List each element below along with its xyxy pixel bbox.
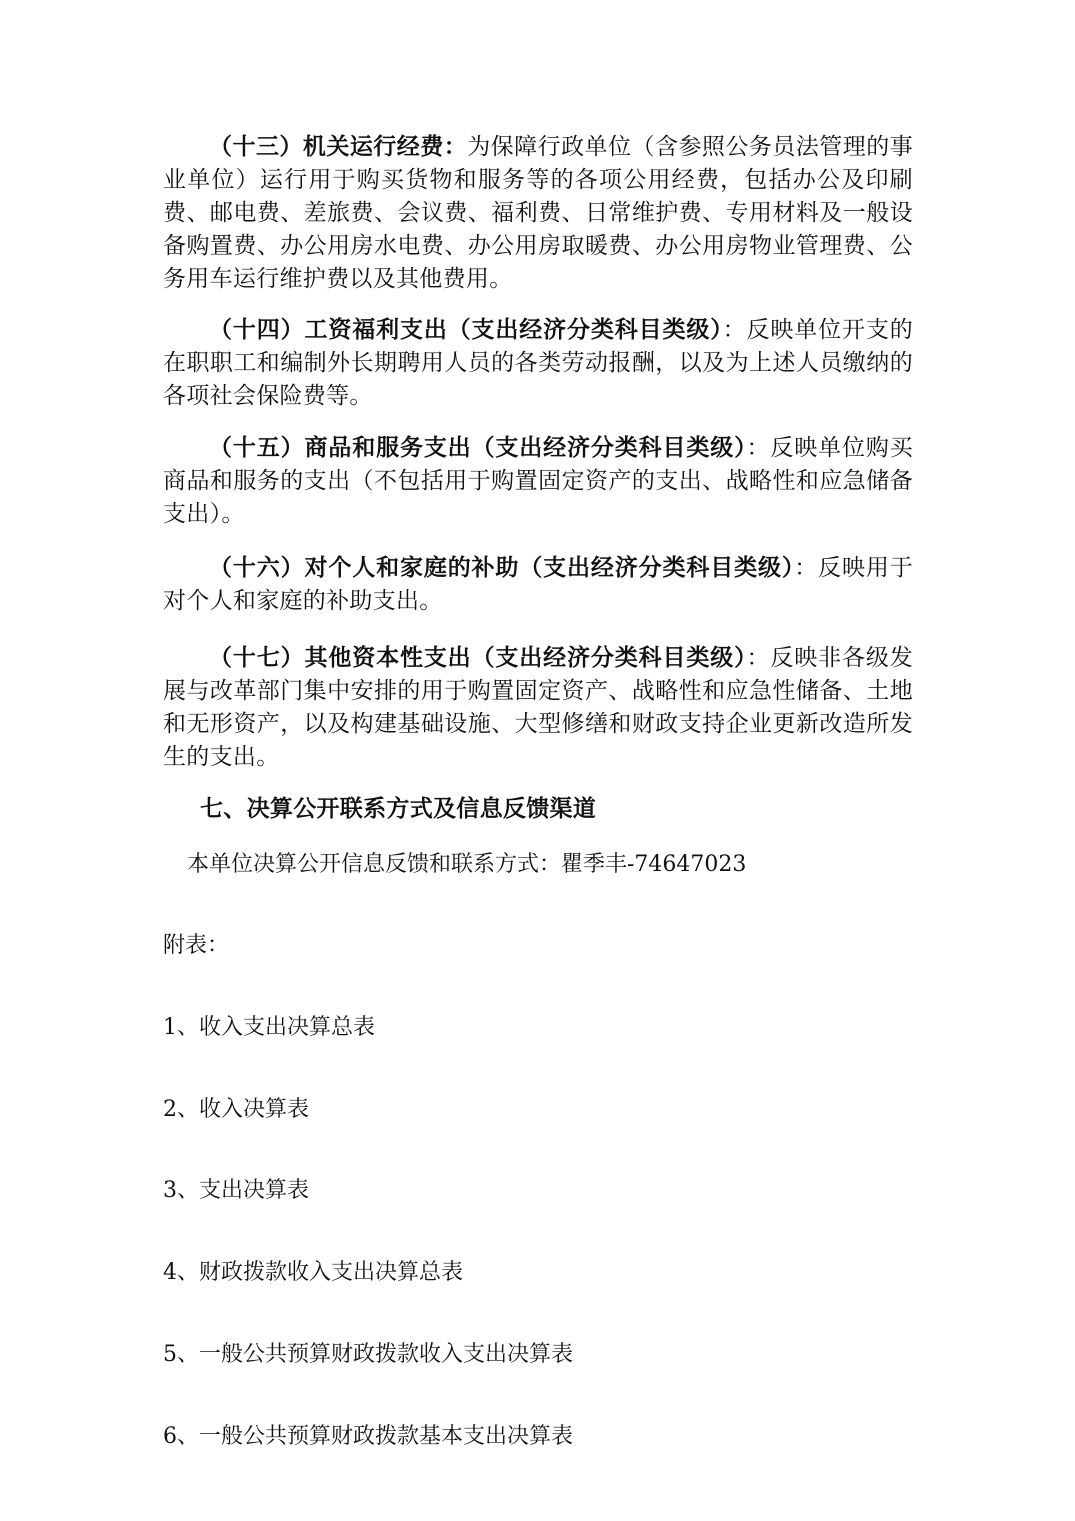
section-14-body: ：反映单位开支的在职职工和编制外长期聘用人员的各类劳动报酬，以及为上述人员缴纳的各项社会保险费等。 — [163, 317, 913, 409]
section-15-body: ：反映单位购买商品和服务的支出（不包括用于购置固定资产的支出、战略性和应急储备支出）。 — [163, 435, 913, 527]
section-heading-contact: 七、决算公开联系方式及信息反馈渠道 — [200, 795, 597, 822]
section-17 — [163, 641, 913, 774]
section-17-body: ：反映非各级发展与改革部门集中安排的用于购置固定资产、战略性和应急性储备、土地和无形资产，以及构建基础设施、大型修缮和财政支持企业更新改造所发生的支出。 — [163, 645, 913, 770]
section-14 — [163, 313, 913, 413]
section-13-term: （十三）机关运行经费： — [209, 133, 468, 160]
section-15 — [163, 431, 913, 531]
attachment-item: 5、一般公共预算财政拨款收入支出决算表 — [163, 1342, 573, 1367]
section-16-term: （十六）对个人和家庭的补助（支出经济分类科目类级） — [209, 554, 795, 581]
section-17-term: （十七）其他资本性支出（支出经济分类科目类级） — [209, 644, 747, 671]
section-13-body: 为保障行政单位（含参照公务员法管理的事业单位）运行用于购买货物和服务等的各项公用经费，包括办公及印刷费、邮电费、差旅费、会议费、福利费、日常维护费、专用材料及一般设备购置费、办公用房水电费、办公用房取暖费、办公用房物业管理费、公务用车运行维护费以及其他费用。 — [163, 134, 913, 292]
attachments-label: 附表： — [163, 933, 230, 958]
attachment-item: 1、收入支出决算总表 — [163, 1015, 375, 1040]
section-16 — [163, 551, 913, 618]
section-15-term: （十五）商品和服务支出（支出经济分类科目类级） — [209, 434, 747, 461]
attachment-item: 4、财政拨款收入支出决算总表 — [163, 1260, 463, 1285]
contact-info: 本单位决算公开信息反馈和联系方式：瞿季丰-74647023 — [187, 852, 747, 877]
section-13 — [163, 130, 913, 296]
attachment-item: 6、一般公共预算财政拨款基本支出决算表 — [163, 1424, 573, 1449]
attachment-item: 2、收入决算表 — [163, 1097, 309, 1122]
section-16-body: ：反映用于对个人和家庭的补助支出。 — [163, 555, 914, 614]
section-14-term: （十四）工资福利支出（支出经济分类科目类级） — [209, 316, 723, 343]
attachment-item: 3、支出决算表 — [163, 1178, 309, 1203]
